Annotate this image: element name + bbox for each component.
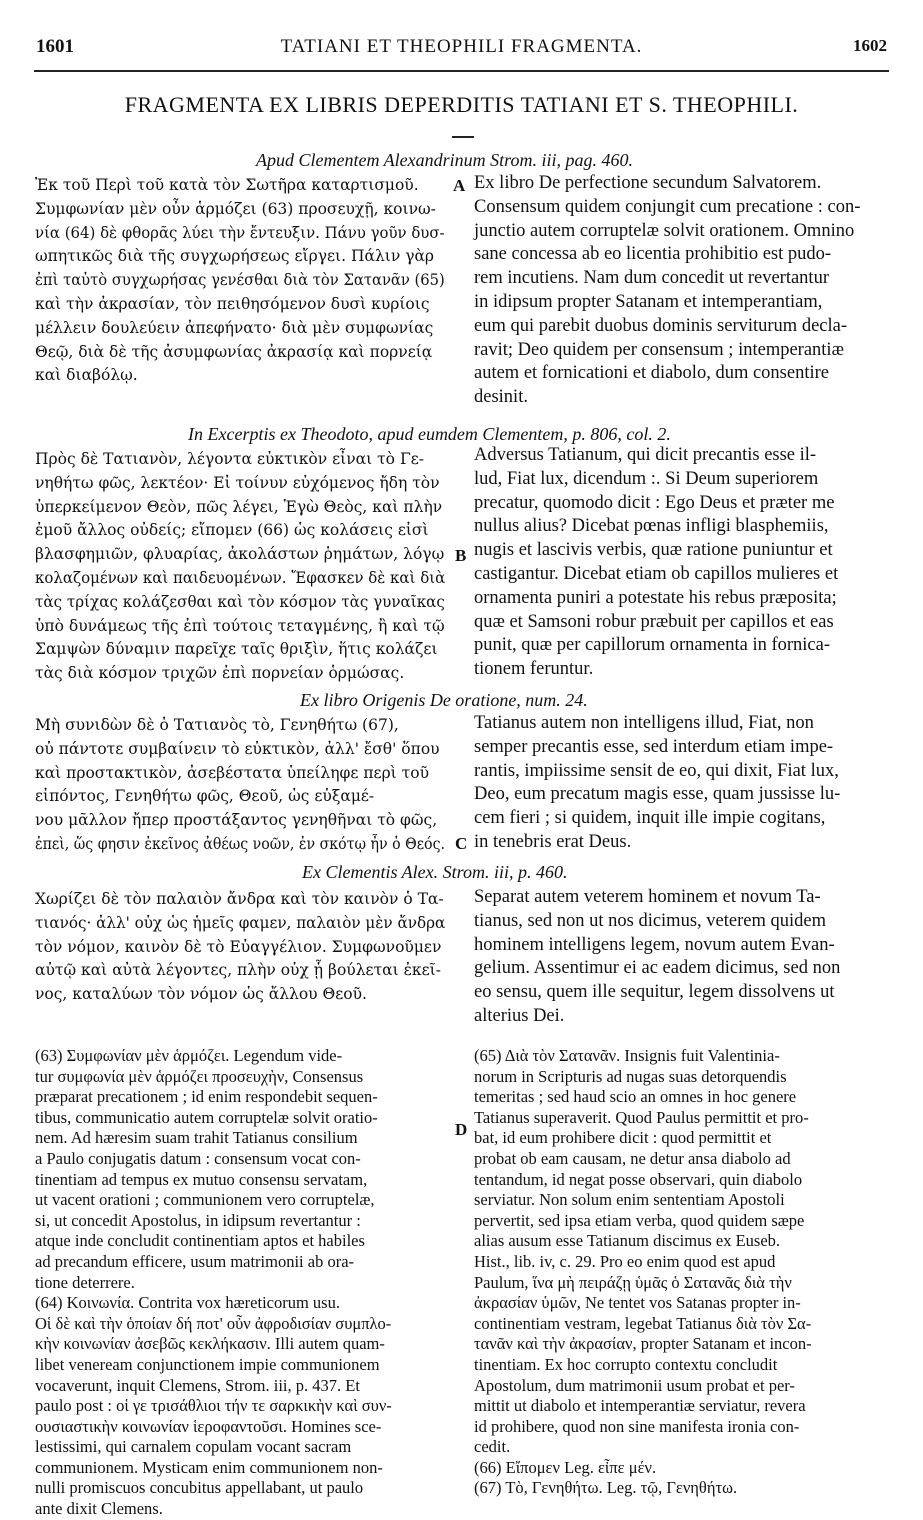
- latin-line: quæ et Samsoni robur præbuit per capillos et eas: [474, 611, 834, 632]
- greek-line: μέλλειν δουλεύειν ἀπεφήνατο· διὰ μὲν συμφωνίας: [35, 318, 434, 337]
- latin-line: in idipsum propter Satanam et intemperantiam,: [474, 291, 823, 312]
- footnote-line: alias ausum esse Tatianum discimus ex Euseb.: [474, 1231, 781, 1251]
- greek-line: ἐμοῦ ἄλλος οὐδείς; εἴπομεν (66) ὡς κολάσεις εἰσὶ: [35, 521, 429, 540]
- latin-line: in tenebris erat Deus.: [474, 831, 632, 852]
- source-heading-1: [256, 150, 633, 171]
- footnote-line: tione deterrere.: [35, 1272, 135, 1292]
- latin-line: autem et fornicationi et diabolo, dum consentire: [474, 363, 829, 384]
- footnote-line: τανᾶν καὶ τὴν ἀκρασίαν, propter Satanam et incon-: [474, 1334, 812, 1354]
- greek-line: ὑπερκείμενον Θεὸν, πῶς λέγει, Ἐγὼ Θεὸς, καὶ πλὴν: [35, 497, 443, 516]
- latin-line: Deo, eum precatum magis esse, quam jussisse lu-: [474, 784, 841, 805]
- footnote-line: ante dixit Clemens.: [35, 1499, 163, 1519]
- footnotes-right: [474, 1046, 889, 1499]
- footnote-line: tibus, communicatio autem corruptelæ solvit oratio-: [35, 1107, 378, 1127]
- latin-line: alterius Dei.: [474, 1005, 565, 1026]
- latin-line: ornamenta puniri a potestate his rebus præposita;: [474, 587, 837, 608]
- greek-line: νία (64) δὲ φθορᾶς λύει τὴν ἔντευξιν. Πάνυ γοῦν δυσ-: [35, 223, 445, 242]
- footnote-line: (63) Συμφωνίαν μὲν ἁρμόζει. Legendum vide-: [35, 1046, 343, 1065]
- greek-line: νος, καταλύων τὸν νόμον ὡς ἄλλου Θεοῦ.: [35, 985, 367, 1004]
- title-dash: [452, 136, 474, 138]
- margin-mark-b: B: [455, 546, 467, 565]
- latin-text-2: [474, 444, 889, 682]
- greek-text-1: [35, 174, 445, 388]
- footnote-line: mittit ut diabolo et intemperantiæ serviatur, revera: [474, 1396, 806, 1416]
- greek-line: αὐτῷ καὶ αὐτὰ λέγοντες, πλὴν οὐχ ᾗ βούλεται ἐκεῖ-: [35, 961, 441, 980]
- margin-mark-a: A: [453, 176, 466, 195]
- greek-line: τιανός· ἀλλ' οὐχ ὡς ἡμεῖς φαμεν, παλαιὸν μὲν ἄνδρα: [35, 913, 446, 932]
- source-heading-2-text: In Excerptis ex Theodoto, apud eumdem Clementem, p. 806, col. 2.: [188, 424, 671, 444]
- greek-line: Πρὸς δὲ Τατιανὸν, λέγοντα εὐκτικὸν εἶναι τὸ Γε-: [35, 450, 424, 468]
- greek-line: ωπητικῶς διὰ τῆς συγχωρήσεως εἴργει. Πάλιν γὰρ: [35, 247, 435, 266]
- footnote-line: norum in Scripturis ad nugas suas detorquendis: [474, 1066, 787, 1086]
- greek-line: καὶ προστακτικὸν, ἀσεβέστατα ὑπείληφε περὶ τοῦ: [35, 763, 430, 782]
- footnote-line: tur συμφωνία μὲν ἁρμόζει προσευχὴν, Consensus: [35, 1066, 364, 1086]
- latin-line: punit, quæ per capillorum ornamenta in fornica-: [474, 635, 831, 656]
- latin-line: eo sensu, quem ille sequitur, legem dissolvens ut: [474, 982, 835, 1003]
- greek-line: τὰς τρίχας κολάζεσθαι καὶ τὸν κόσμον τὰς γυναῖκας: [35, 592, 445, 611]
- latin-line: tianus, sed non ut nos dicimus, veterem quidem: [474, 910, 826, 931]
- latin-line: Adversus Tatianum, qui dicit precantis esse il-: [474, 445, 817, 465]
- source-heading-4: [302, 862, 567, 883]
- latin-text-3: [474, 712, 889, 855]
- greek-line: ἐπεὶ, ὥς φησιν ἐκεῖνος ἀθέως νοῶν, ἐν σκότῳ ἦν ὁ Θεός.: [35, 834, 445, 853]
- footnote-line: libet veneream conjunctionem impie communionem: [35, 1354, 380, 1374]
- latin-line: Separat autem veterem hominem et novum Ta-: [474, 887, 821, 907]
- latin-line: castigantur. Dicebat etiam ob capillos mulieres et: [474, 563, 839, 584]
- footnote-line: Paulum, ἵνα μὴ πειράζῃ ὑμᾶς ὁ Σατανᾶς διὰ τὴν: [474, 1272, 792, 1292]
- greek-line: οὐ πάντοτε συμβαίνειν τὸ εὐκτικὸν, ἀλλ' ἔσθ' ὅπου: [35, 739, 440, 758]
- greek-line: Μὴ συνιδὼν δὲ ὁ Τατιανὸς τὸ, Γενηθήτω (67),: [35, 716, 399, 734]
- greek-line: βλασφημιῶν, φλυαρίας, ἀκολάστων ῥημάτων, λόγῳ: [35, 545, 445, 564]
- footnote-line: ἀκρασίαν ὑμῶν, Ne tentet vos Satanas propter in-: [474, 1293, 801, 1313]
- greek-line: εἰπόντος, Γενηθήτω φῶς, Θεοῦ, ὡς εὐξαμέ-: [35, 787, 375, 806]
- latin-line: junctio autem corruptelæ solvit orationem. Omnino: [474, 220, 855, 241]
- latin-line: hominem intelligens legem, novum autem Evan-: [474, 934, 835, 955]
- greek-text-2: [35, 448, 445, 686]
- footnote-line: (66) Εἴπομεν Leg. εἶπε μέν.: [474, 1457, 657, 1477]
- latin-line: precatur, quomodo dicit : Ego Deus et præter me: [474, 492, 835, 513]
- latin-line: lud, Fiat lux, dicendum :. Si Deum superiorem: [474, 468, 819, 489]
- footnote-line: si, ut concedit Apostolus, in idipsum revertantur :: [35, 1210, 361, 1230]
- greek-line: νου μᾶλλον ἤπερ προστάξαντος γενηθῆναι τὸ φῶς,: [35, 811, 438, 830]
- greek-line: Χωρίζει δὲ τὸν παλαιὸν ἄνδρα καὶ τὸν καινὸν ὁ Τα-: [35, 890, 444, 908]
- footnote-line: atque inde concludit continentiam aptos et habiles: [35, 1231, 365, 1251]
- footnote-line: vocaverunt, inquit Clemens, Strom. iii, p. 437. Et: [35, 1375, 360, 1395]
- greek-text-4: [35, 888, 445, 1007]
- greek-line: τὰς διὰ κόσμον τριχῶν ἐπὶ πορνείαν ὁρμώσας.: [35, 664, 405, 683]
- latin-line: ravit; Deo quidem per consensum ; intemperantiæ: [474, 339, 844, 360]
- footnote-line: bat, id eum prohibere dicit : quod permittit et: [474, 1128, 772, 1148]
- footnote-line: (64) Κοινωνία. Contrita vox hæreticorum usu.: [35, 1293, 340, 1313]
- footnote-line: paulo post : οἱ γε τρισάθλιοι τήν τε σαρκικὴν καὶ συν-: [35, 1396, 392, 1416]
- footnote-line: id prohibere, quod non sine manifesta ironia con-: [474, 1416, 800, 1436]
- greek-line: κολαζομένων καὶ παιδευομένων. Ἔφασκεν δὲ καὶ διὰ: [35, 568, 446, 587]
- latin-line: Consensum quidem conjungit cum precatione : con-: [474, 196, 861, 217]
- source-heading-1-text: Apud Clementem Alexandrinum Strom. iii, pag. 460.: [256, 150, 633, 170]
- running-head: [0, 30, 923, 60]
- footnote-line: temeritas ; sed haud scio an omnes in hoc genere: [474, 1087, 797, 1107]
- greek-line: νηθήτω φῶς, λεκτέον· Εἰ τοίνυν εὐχόμενος ἤδη τὸν: [35, 473, 440, 492]
- footnote-line: Apostolum, dum matrimonii usum probat et per-: [474, 1375, 795, 1395]
- latin-line: rem incutiens. Nam dum concedit ut revertantur: [474, 268, 829, 289]
- footnotes-left: [35, 1046, 450, 1520]
- margin-mark-d: D: [455, 1120, 468, 1139]
- latin-line: tionem feruntur.: [474, 659, 594, 680]
- footnote-line: lestissimi, qui carnalem copulam vocant sacram: [35, 1437, 352, 1457]
- margin-mark-c: C: [455, 834, 468, 853]
- footnote-line: Tatianus superaverit. Quod Paulus permittit et pro-: [474, 1107, 809, 1127]
- greek-line: Συμφωνίαν μὲν οὖν ἁρμόζει (63) προσευχῇ, κοινω-: [35, 199, 436, 218]
- footnote-line: Οἱ δὲ καὶ τὴν ὁποίαν δή ποτ' οὖν ἀφροδισίαν συμπλο-: [35, 1313, 392, 1333]
- footnote-line: ut vacent orationi ; communionem vero corruptelæ,: [35, 1190, 375, 1210]
- footnote-line: tinentiam. Ex hoc corrupto contextu concludit: [474, 1354, 778, 1374]
- source-heading-3: [300, 690, 588, 711]
- greek-line: Σαμψὼν δύναμιν παρεῖχε ταῖς θριξὶν, ἥτις κολάζει: [35, 640, 438, 659]
- source-heading-3-text: Ex libro Origenis De oratione, num. 24.: [300, 690, 588, 710]
- greek-line: ἐπὶ ταὐτὸ συγχωρήσας γενέσθαι διὰ τὸν Σατανᾶν (65): [35, 271, 445, 290]
- footnote-line: nem. Ad hæresim suam trahit Tatianus consilium: [35, 1128, 358, 1148]
- latin-text-1: [474, 172, 889, 410]
- greek-line: Ἐκ τοῦ Περὶ τοῦ κατὰ τὸν Σωτῆρα καταρτισμοῦ.: [35, 176, 419, 194]
- footnote-line: κὴν κοινωνίαν ἀσεβῶς κεκλήκασιν. Illi autem quam-: [35, 1334, 385, 1354]
- footnote-line: tinentiam ad tempus ex mutuo consensu servatam,: [35, 1169, 368, 1189]
- header-rule: [34, 70, 889, 72]
- page-number-right: 1602: [853, 36, 887, 55]
- latin-line: cem fieri ; si quidem, inquit ille impie cogitans,: [474, 808, 826, 829]
- page-number-left: 1601: [36, 36, 74, 57]
- footnote-line: (65) Διὰ τὸν Σατανᾶν. Insignis fuit Valentinia-: [474, 1046, 780, 1065]
- greek-line: καὶ τὴν ἀκρασίαν, τὸν πειθησόμενον δυσὶ κυρίοις: [35, 294, 430, 313]
- footnote-line: cedit.: [474, 1437, 511, 1457]
- latin-line: rantis, impiissime sensit de eo, qui dixit, Fiat lux,: [474, 760, 839, 781]
- source-heading-2: [188, 424, 671, 445]
- source-heading-4-text: Ex Clementis Alex. Strom. iii, p. 460.: [302, 862, 568, 882]
- footnote-line: præparat precationem ; id enim respondebit sequen-: [35, 1087, 378, 1107]
- latin-line: desinit.: [474, 387, 528, 408]
- greek-text-3: [35, 714, 445, 857]
- latin-line: Ex libro De perfectione secundum Salvatorem.: [474, 173, 822, 193]
- footnote-line: Hist., lib. iv, c. 29. Pro eo enim quod est apud: [474, 1251, 776, 1271]
- footnote-line: tentandum, id negat posse observari, quin diabolo: [474, 1169, 803, 1189]
- latin-line: nugis et lascivis verbis, quæ ratione puniuntur et: [474, 540, 833, 561]
- footnote-line: ad precandum efficere, usum matrimonii ab ora-: [35, 1251, 355, 1271]
- footnote-line: a Paulo conjugatis datum : consensum vocat con-: [35, 1148, 361, 1168]
- latin-line: gelium. Assentimur ei ac eadem dicimus, sed non: [474, 958, 841, 979]
- footnote-line: (67) Τὸ, Γενηθήτω. Leg. τῷ, Γενηθήτω.: [474, 1478, 738, 1498]
- footnote-line: nulli promiscuos concubitus appellabant, ut paulo: [35, 1478, 364, 1498]
- footnote-line: ουσιαστικὴν κοινωνίαν ἱεροφαντοῦσι. Homines sce-: [35, 1416, 382, 1436]
- greek-line: Θεῷ, διὰ δὲ τῆς ἀσυμφωνίας ἀκρασίᾳ καὶ πορνείᾳ: [35, 342, 433, 361]
- latin-line: sane concessa ab eo licentia prohibitio est pudo-: [474, 244, 832, 265]
- greek-line: καὶ διαβόλῳ.: [35, 366, 138, 385]
- greek-line: ὑπὸ δυνάμεως τῆς ἐπὶ τούτοις τεταγμένης, ἢ καὶ τῷ: [35, 616, 445, 635]
- latin-line: Tatianus autem non intelligens illud, Fiat, non: [474, 713, 814, 733]
- footnote-line: probat ob eam causam, ne detur ansa diabolo ad: [474, 1148, 791, 1168]
- latin-line: semper precantis esse, sed interdum etiam impe-: [474, 736, 834, 757]
- latin-line: eum qui parebit duobus dominis serviturum decla-: [474, 315, 848, 336]
- greek-line: τὸν νόμον, καινὸν δὲ τὸ Εὐαγγέλιον. Συμφωνοῦμεν: [35, 937, 442, 956]
- latin-text-4: [474, 886, 889, 1029]
- page-title: FRAGMENTA EX LIBRIS DEPERDITIS TATIANI ET S. THEOPHILI.: [124, 92, 799, 117]
- footnote-line: pervertit, sed ipsa etiam verba, quod quidem sæpe: [474, 1210, 805, 1230]
- footnote-line: serviatur. Non solum enim sententiam Apostoli: [474, 1190, 785, 1210]
- running-title: TATIANI ET THEOPHILI FRAGMENTA.: [280, 36, 643, 57]
- latin-line: nullus alius? Dicebat pœnas infligi blasphemiis,: [474, 516, 829, 537]
- footnote-line: communionem. Mysticam enim communionem non-: [35, 1457, 383, 1477]
- footnote-line: continentiam vestram, legebat Tatianus διὰ τὸν Σα-: [474, 1313, 812, 1333]
